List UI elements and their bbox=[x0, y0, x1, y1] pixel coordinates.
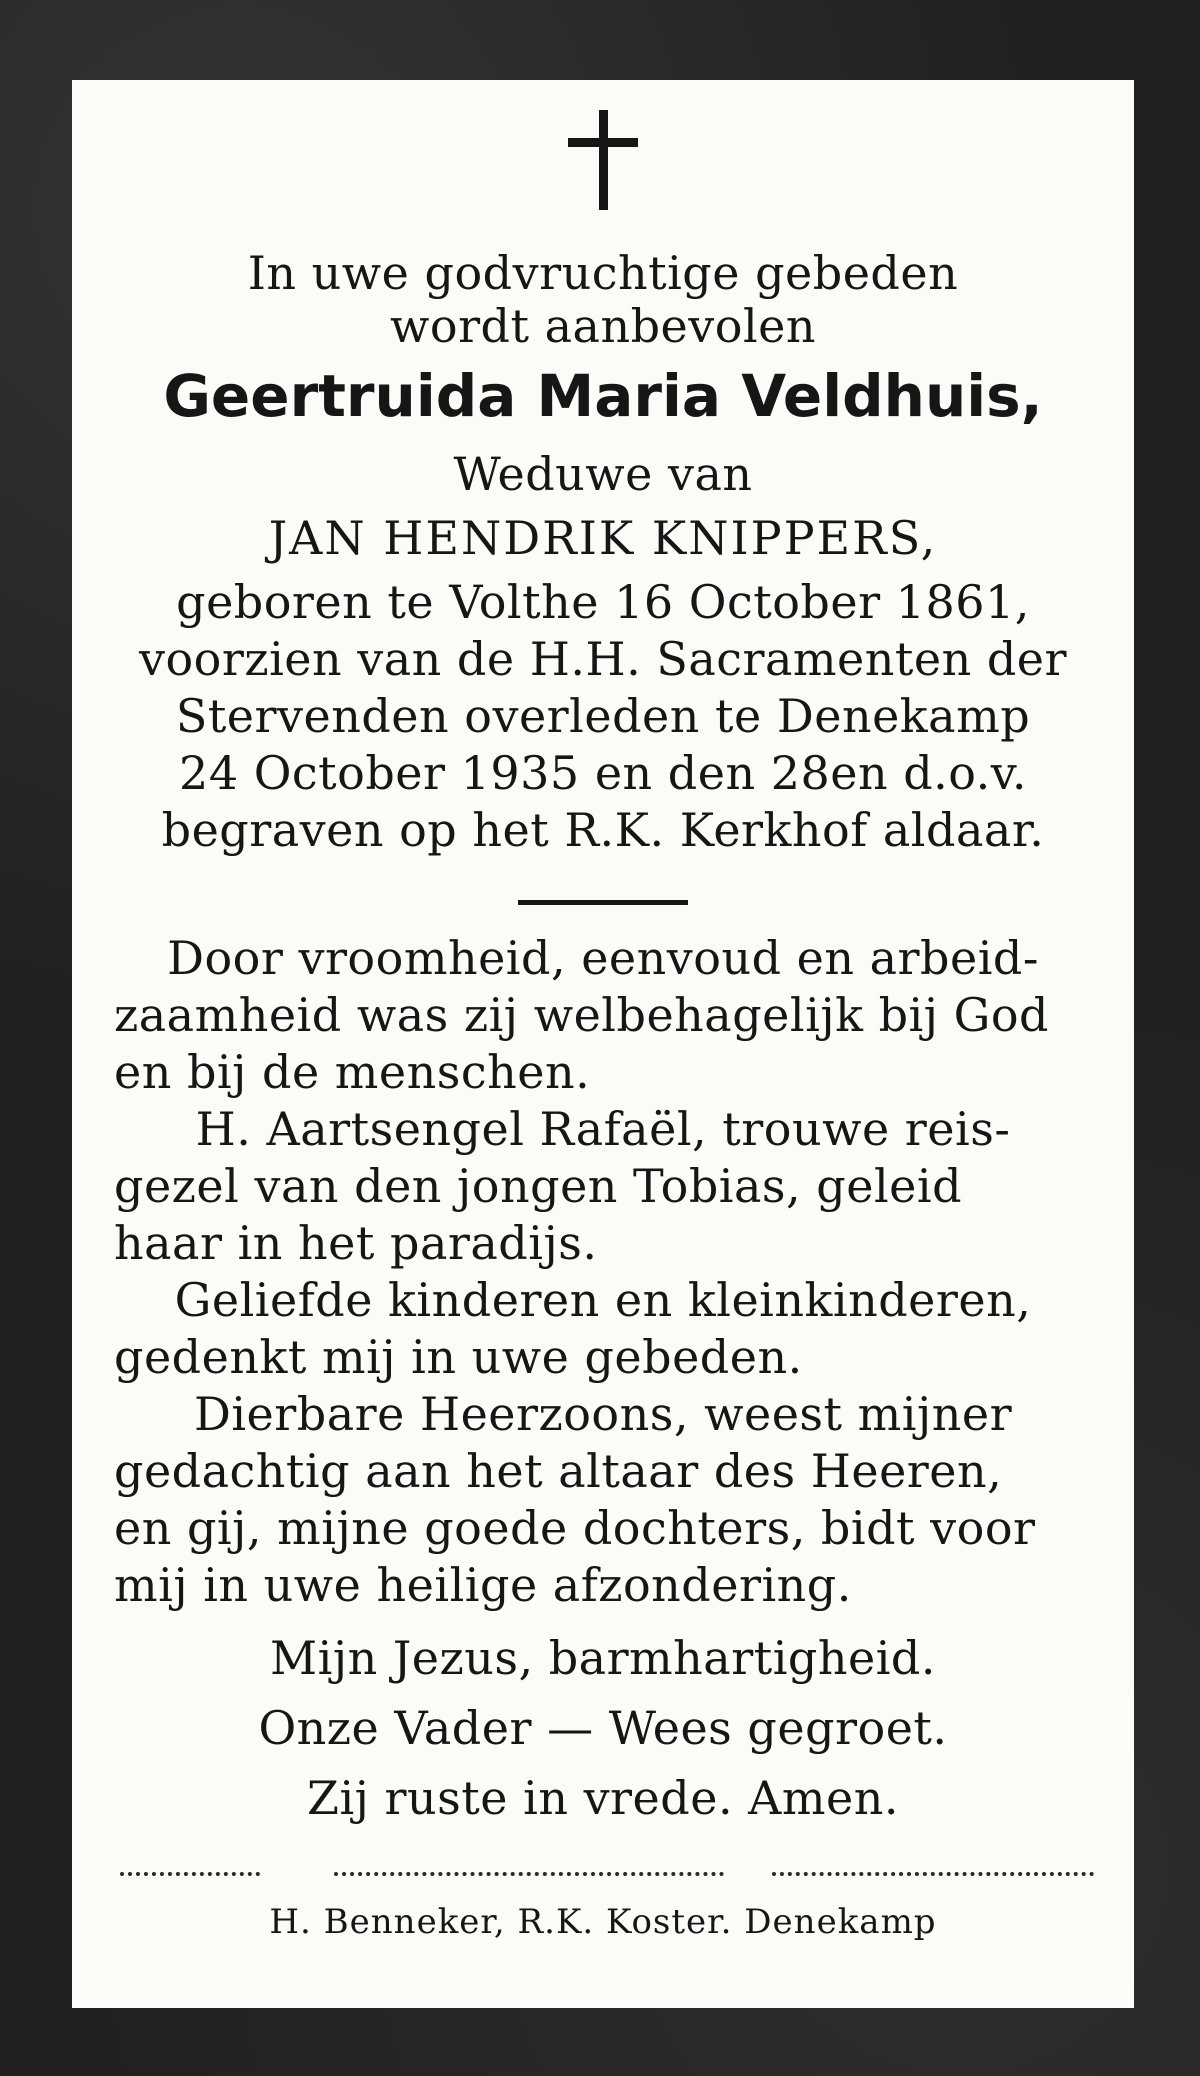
bio-line-5: begraven op het R.K. Kerkhof aldaar. bbox=[161, 803, 1045, 857]
verse-line-5: gezel van den jongen Tobias, geleid bbox=[114, 1159, 963, 1213]
husband-name: JAN HENDRIK KNIPPERS, bbox=[268, 511, 938, 565]
verse-line-10: gedachtig aan het altaar des Heeren, bbox=[114, 1444, 1003, 1498]
bio-line-1: geboren te Volthe 16 October 1861, bbox=[176, 575, 1030, 629]
verse-line-7: Geliefde kinderen en kleinkinderen, bbox=[174, 1273, 1032, 1327]
closing-line-1: Mijn Jezus, barmhartigheid. bbox=[270, 1631, 936, 1685]
verse-line-9: Dierbare Heerzoons, weest mijner bbox=[193, 1387, 1013, 1441]
closing-line-3: Zij ruste in vrede. Amen. bbox=[307, 1771, 899, 1825]
closing-line-2: Onze Vader — Wees gegroet. bbox=[258, 1701, 948, 1755]
deceased-name: Geertruida Maria Veldhuis, bbox=[163, 362, 1043, 430]
intro-line-2: wordt aanbevolen bbox=[390, 299, 816, 353]
verse-line-12: mij in uwe heilige afzondering. bbox=[114, 1558, 852, 1612]
dotted-rule-left bbox=[120, 1872, 260, 1876]
verse-line-1: Door vroomheid, eenvoud en arbeid- bbox=[167, 931, 1039, 985]
verse-line-4: H. Aartsengel Rafaël, trouwe reis- bbox=[195, 1102, 1011, 1156]
verse-line-3: en bij de menschen. bbox=[114, 1045, 591, 1099]
memorial-card bbox=[72, 80, 1134, 2008]
dotted-rule-right bbox=[772, 1872, 1094, 1876]
cross-icon bbox=[568, 110, 638, 210]
section-divider bbox=[518, 900, 688, 905]
verse-line-2: zaamheid was zij welbehagelijk bij God bbox=[114, 988, 1050, 1042]
printer-credit: H. Benneker, R.K. Koster. Denekamp bbox=[269, 1902, 937, 1942]
verse-line-6: haar in het paradijs. bbox=[114, 1216, 598, 1270]
widow-of: Weduwe van bbox=[453, 447, 753, 501]
dotted-rule-middle bbox=[334, 1872, 724, 1876]
verse-line-8: gedenkt mij in uwe gebeden. bbox=[114, 1330, 803, 1384]
intro-line-1: In uwe godvruchtige gebeden bbox=[247, 246, 959, 300]
bio-line-4: 24 October 1935 en den 28en d.o.v. bbox=[179, 746, 1027, 800]
bio-line-2: voorzien van de H.H. Sacramenten der bbox=[138, 632, 1068, 686]
verse-line-11: en gij, mijne goede dochters, bidt voor bbox=[114, 1501, 1036, 1555]
bio-line-3: Stervenden overleden te Denekamp bbox=[175, 689, 1031, 743]
